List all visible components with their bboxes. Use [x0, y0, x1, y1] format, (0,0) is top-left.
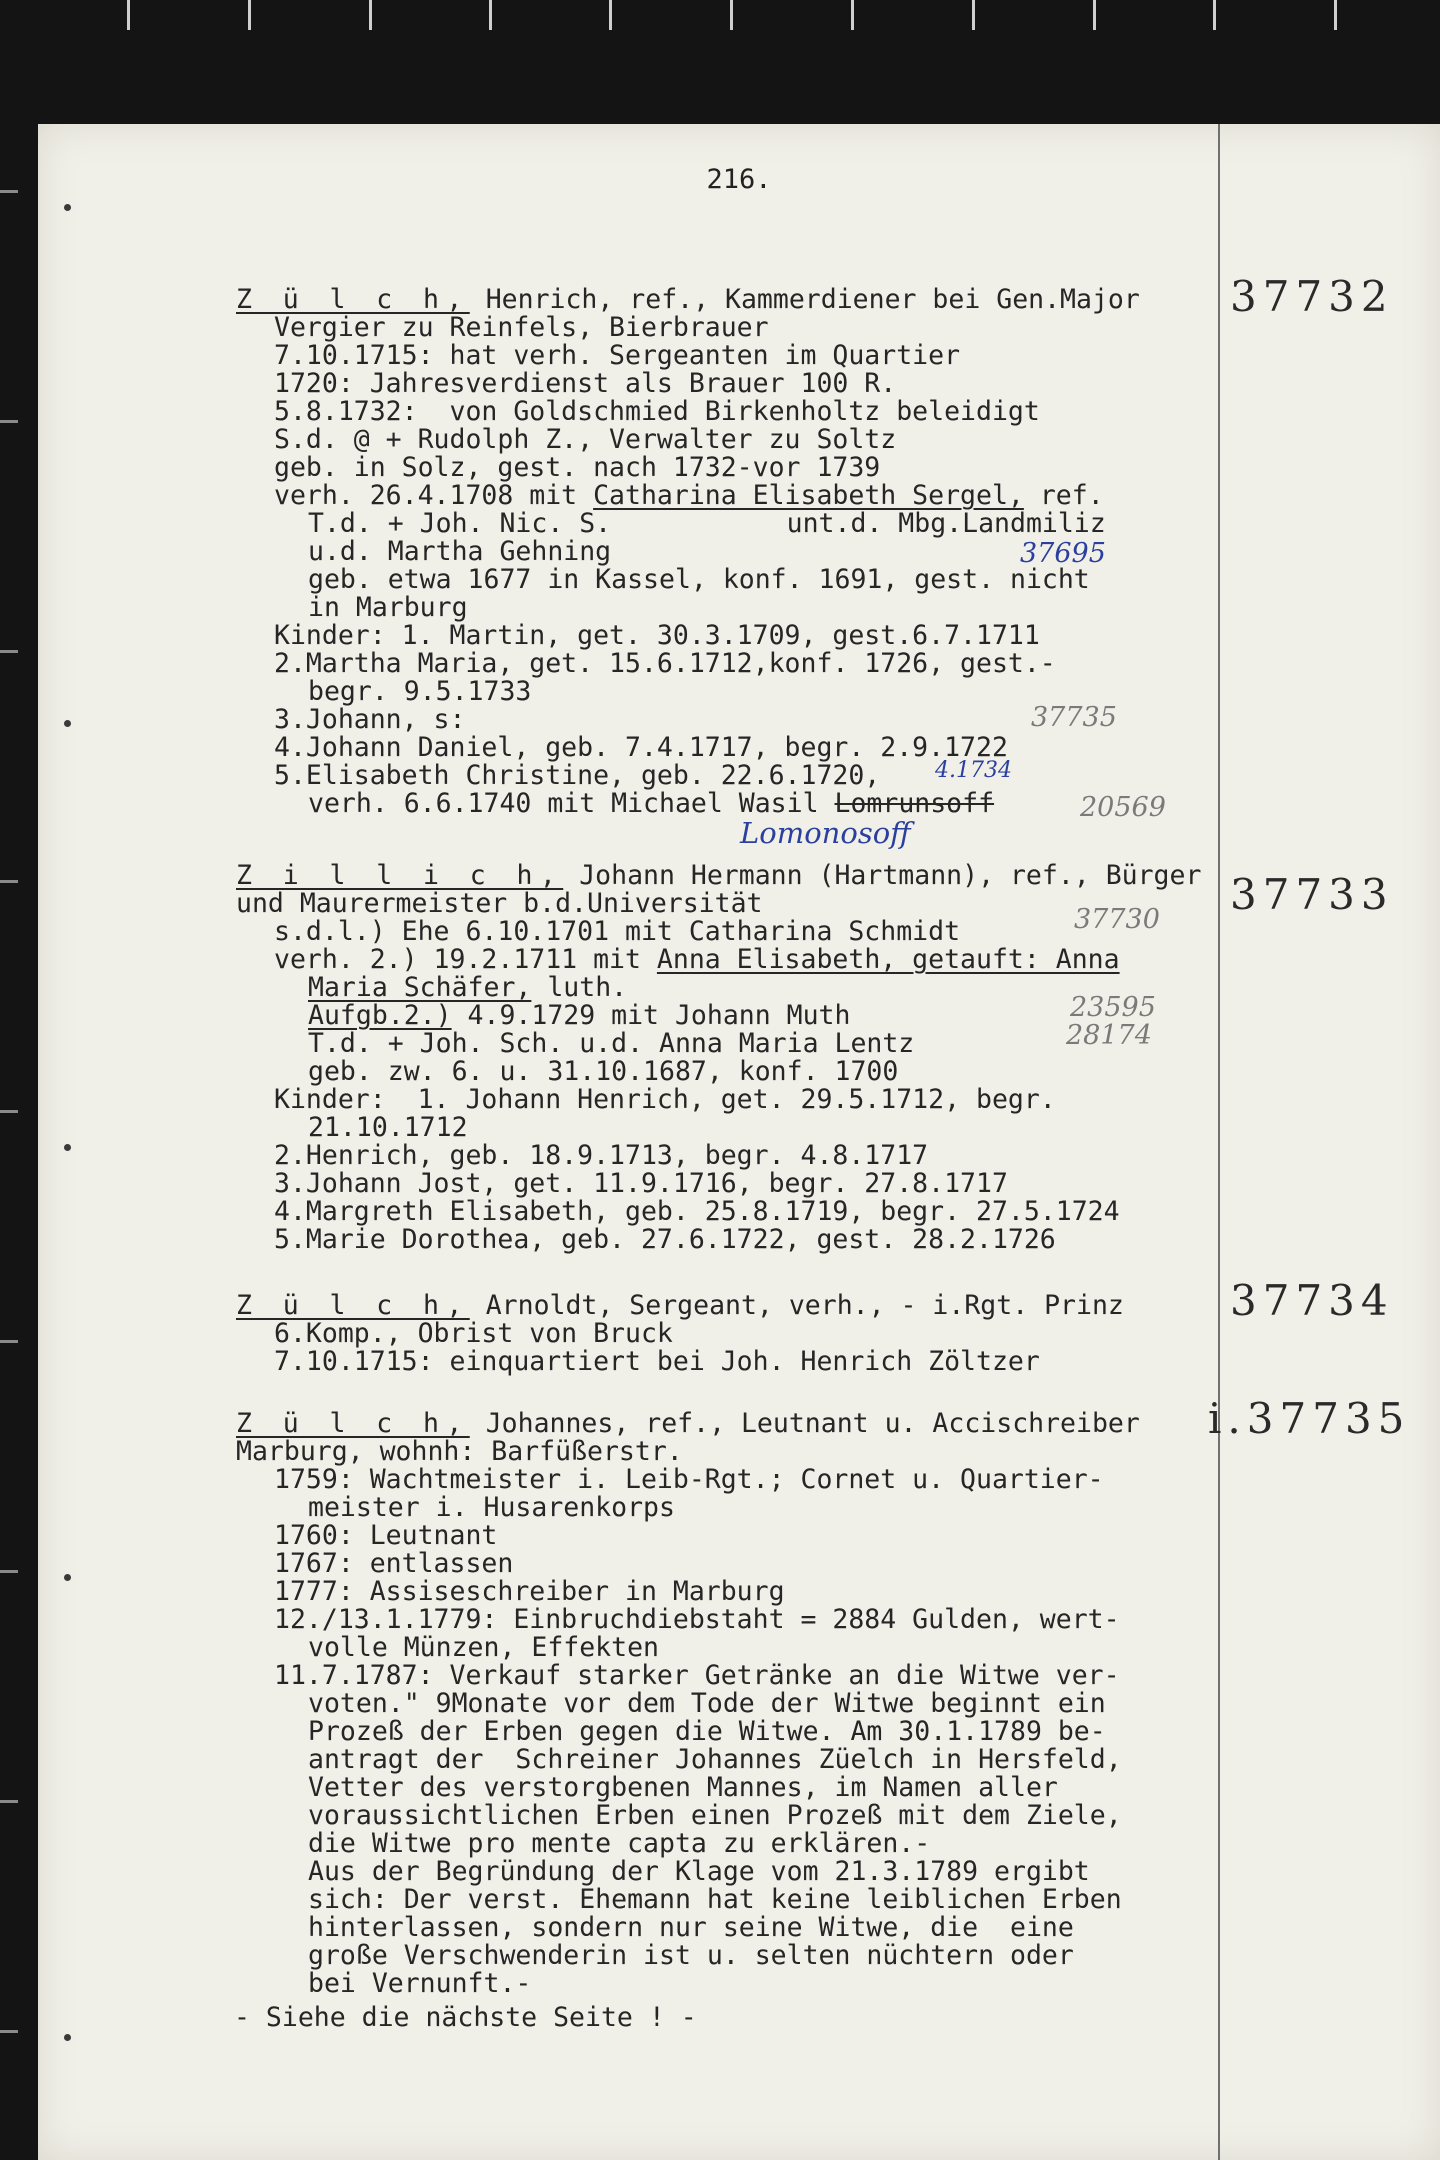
- text-line: 5.8.1732: von Goldschmied Birkenholtz beleidigt: [274, 396, 1040, 427]
- text-line: 4.Johann Daniel, geb. 7.4.1717, begr. 2.9.1722: [274, 732, 1008, 763]
- handwritten-reference: 20569: [1080, 792, 1166, 823]
- punch-hole: [64, 1574, 71, 1581]
- surname: Z ü l c h,: [236, 1408, 470, 1439]
- text-line: Kinder: 1. Martin, get. 30.3.1709, gest.6.7.1711: [274, 620, 1040, 651]
- text-line: 5.Marie Dorothea, geb. 27.6.1722, gest. 28.2.1726: [274, 1224, 1056, 1255]
- text-line: 1777: Assiseschreiber in Marburg: [274, 1576, 785, 1607]
- text-line: 5.Elisabeth Christine, geb. 22.6.1720,: [274, 760, 881, 791]
- film-tick: [248, 0, 251, 30]
- text-line: u.d. Martha Gehning: [308, 536, 612, 567]
- spouse-name: Anna Elisabeth, getauft: Anna: [656, 944, 1120, 975]
- side-mark: [0, 420, 18, 423]
- text-line: Vergier zu Reinfels, Bierbrauer: [274, 312, 769, 343]
- record-heading: Z ü l c h, Johannes, ref., Leutnant u. Accischreiber: [236, 1408, 1140, 1439]
- record-heading: Z ü l c h, Arnoldt, Sergeant, verh., - i.Rgt. Prinz: [236, 1290, 1124, 1321]
- margin-rule: [1218, 124, 1220, 2160]
- side-mark: [0, 1570, 18, 1573]
- marriage-line: verh. 2.) 19.2.1711 mit Anna Elisabeth, getauft: Anna: [274, 944, 1120, 975]
- handwritten-reference: 37735: [1031, 702, 1117, 733]
- text-line: voten." 9Monate vor dem Tode der Witwe beginnt ein: [308, 1688, 1106, 1719]
- film-tick: [127, 0, 130, 30]
- marriage-line: verh. 26.4.1708 mit Catharina Elisabeth Sergel, ref.: [274, 480, 1104, 511]
- record-heading: Z ü l c h, Henrich, ref., Kammerdiener bei Gen.Major: [236, 284, 1140, 315]
- handwritten-date: 4.1734: [935, 758, 1012, 783]
- text-line: 12./13.1.1779: Einbruchdiebstaht = 2884 Gulden, wert-: [274, 1604, 1120, 1635]
- text-line: in Marburg: [308, 592, 468, 623]
- text-line: geb. zw. 6. u. 31.10.1687, konf. 1700: [308, 1056, 899, 1087]
- side-mark: [0, 1340, 18, 1343]
- text-line: 2.Henrich, geb. 18.9.1713, begr. 4.8.1717: [274, 1140, 929, 1171]
- text-line: 1759: Wachtmeister i. Leib-Rgt.; Cornet u. Quartier-: [274, 1464, 1104, 1495]
- text-line: geb. in Solz, gest. nach 1732-vor 1739: [274, 452, 881, 483]
- handwritten-reference: 37695: [1020, 538, 1106, 569]
- record-number: 37733: [1230, 870, 1394, 919]
- handwritten-reference: 28174: [1066, 1020, 1152, 1051]
- text-line: 11.7.1787: Verkauf starker Getränke an die Witwe ver-: [274, 1660, 1120, 1691]
- film-tick: [730, 0, 733, 30]
- film-tick: [851, 0, 854, 30]
- punch-hole: [64, 1144, 71, 1151]
- text-line: Marburg, wohnh: Barfüßerstr.: [236, 1436, 683, 1467]
- continuation-note: - Siehe die nächste Seite ! -: [234, 2002, 697, 2033]
- punch-hole: [64, 204, 71, 211]
- document-page: [38, 124, 1440, 2160]
- text-line: Vetter des verstorgbenen Mannes, im Namen aller: [308, 1772, 1058, 1803]
- text-line: bei Vernunft.-: [308, 1968, 532, 1999]
- spouse-name: Maria Schäfer,: [308, 972, 532, 1003]
- handwritten-correction: Lomonosoff: [740, 816, 911, 850]
- text-line: 1720: Jahresverdienst als Brauer 100 R.: [274, 368, 897, 399]
- text-line: voraussichtlichen Erben einen Prozeß mit dem Ziele,: [308, 1800, 1122, 1831]
- text-line: meister i. Husarenkorps: [308, 1492, 675, 1523]
- film-tick: [609, 0, 612, 30]
- text-line: T.d. + Joh. Sch. u.d. Anna Maria Lentz: [308, 1028, 915, 1059]
- record-number: i.37735: [1208, 1394, 1411, 1443]
- text-line: 6.Komp., Obrist von Bruck: [274, 1318, 673, 1349]
- text-line: 1760: Leutnant: [274, 1520, 498, 1551]
- text-line: begr. 9.5.1733: [308, 676, 532, 707]
- surname: Z i l l i c h,: [236, 860, 564, 891]
- side-mark: [0, 650, 18, 653]
- marriage-line: Maria Schäfer, luth.: [308, 972, 628, 1003]
- text-line: Kinder: 1. Johann Henrich, get. 29.5.1712, begr.: [274, 1084, 1056, 1115]
- text-line: 21.10.1712: [308, 1112, 468, 1143]
- handwritten-reference: 23595: [1070, 992, 1156, 1023]
- text-line: volle Münzen, Effekten: [308, 1632, 659, 1663]
- film-tick: [369, 0, 372, 30]
- text-line: und Maurermeister b.d.Universität: [236, 888, 763, 919]
- record-number: 37732: [1230, 272, 1394, 321]
- punch-hole: [64, 2034, 71, 2041]
- text-line: 3.Johann Jost, get. 11.9.1716, begr. 27.8.1717: [274, 1168, 1008, 1199]
- record-heading: Z i l l i c h, Johann Hermann (Hartmann), ref., Bürger: [236, 860, 1202, 891]
- record-number: 37734: [1230, 1276, 1394, 1325]
- surname: Z ü l c h,: [236, 284, 470, 315]
- film-tick: [1213, 0, 1216, 30]
- text-line: Aus der Begründung der Klage vom 21.3.1789 ergibt: [308, 1856, 1090, 1887]
- text-line: antragt der Schreiner Johannes Züelch in Hersfeld,: [308, 1744, 1122, 1775]
- text-line: die Witwe pro mente capta zu erklären.-: [308, 1828, 931, 1859]
- handwritten-reference: 37730: [1074, 904, 1160, 935]
- text-line: 1767: entlassen: [274, 1548, 514, 1579]
- side-mark: [0, 1800, 18, 1803]
- film-tick: [1093, 0, 1096, 30]
- film-tick: [489, 0, 492, 30]
- film-tick: [972, 0, 975, 30]
- text-line: S.d. @ + Rudolph Z., Verwalter zu Soltz: [274, 424, 897, 455]
- side-mark: [0, 2030, 18, 2033]
- side-mark: [0, 190, 18, 193]
- film-tick: [1334, 0, 1337, 30]
- punch-hole: [64, 720, 71, 727]
- marriage-line: Aufgb.2.) 4.9.1729 mit Johann Muth: [308, 1000, 851, 1031]
- side-mark: [0, 1110, 18, 1113]
- text-line: sich: Der verst. Ehemann hat keine leiblichen Erben: [308, 1884, 1122, 1915]
- struck-name: Lomrunsoff: [834, 788, 995, 819]
- text-line: T.d. + Joh. Nic. S. unt.d. Mbg.Landmiliz: [308, 508, 1106, 539]
- text-line: 7.10.1715: hat verh. Sergeanten im Quartier: [274, 340, 961, 371]
- text-line: 2.Martha Maria, get. 15.6.1712,konf. 1726, gest.-: [274, 648, 1056, 679]
- text-line: Prozeß der Erben gegen die Witwe. Am 30.1.1789 be-: [308, 1716, 1106, 1747]
- text-line: s.d.l.) Ehe 6.10.1701 mit Catharina Schmidt: [274, 916, 961, 947]
- text-line: große Verschwenderin ist u. selten nüchtern oder: [308, 1940, 1074, 1971]
- text-line: 7.10.1715: einquartiert bei Joh. Henrich Zöltzer: [274, 1346, 1040, 1377]
- side-mark: [0, 880, 18, 883]
- surname: Z ü l c h,: [236, 1290, 470, 1321]
- text-line: geb. etwa 1677 in Kassel, konf. 1691, gest. nicht: [308, 564, 1090, 595]
- text-line: 4.Margreth Elisabeth, geb. 25.8.1719, begr. 27.5.1724: [274, 1196, 1120, 1227]
- spouse-name: Catharina Elisabeth Sergel,: [593, 480, 1024, 511]
- page-number: 216.: [706, 164, 772, 195]
- marriage-line: verh. 6.6.1740 mit Michael Wasil Lomrunsoff: [308, 788, 995, 819]
- text-line: hinterlassen, sondern nur seine Witwe, die eine: [308, 1912, 1074, 1943]
- text-line: 3.Johann, s:: [274, 704, 466, 735]
- film-edge-marks: [0, 0, 1440, 30]
